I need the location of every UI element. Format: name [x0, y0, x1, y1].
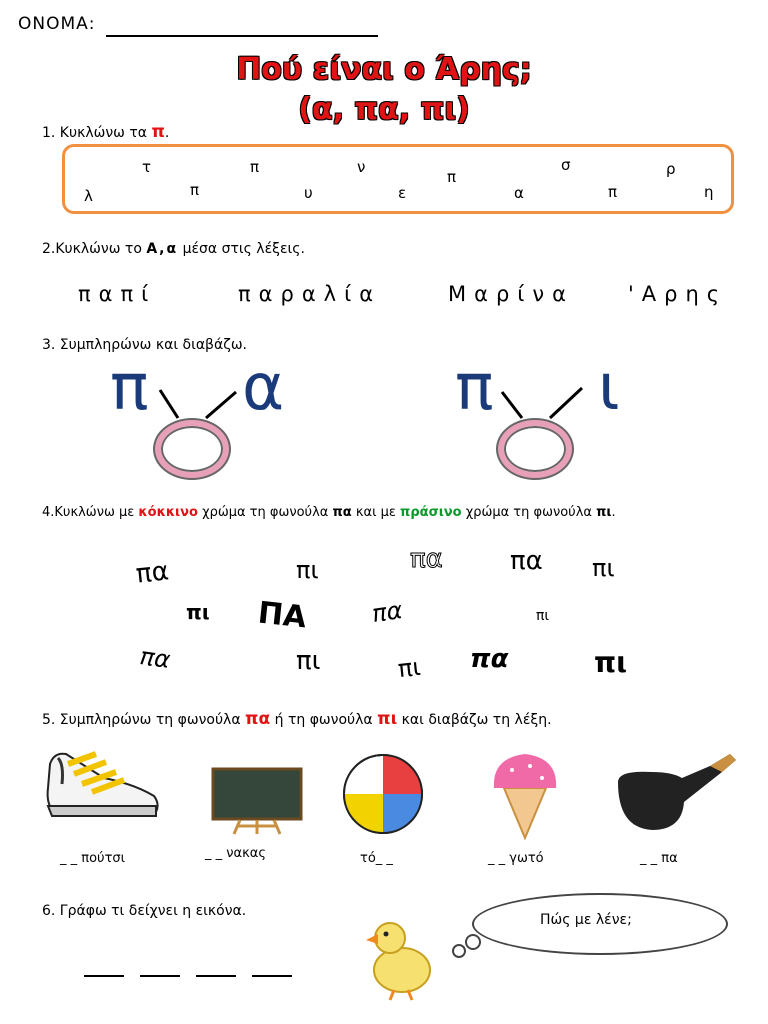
- syllable[interactable]: πι: [594, 646, 628, 679]
- caption: _ _ γωτό: [488, 851, 544, 866]
- letter[interactable]: σ: [561, 156, 571, 174]
- blackboard-icon: [210, 766, 304, 836]
- syllable[interactable]: πα: [138, 642, 173, 674]
- syllable[interactable]: πι: [396, 652, 422, 684]
- caption: _ _ πα: [640, 851, 678, 866]
- ex1-instruction: 1. Κυκλώνω τα π.: [42, 122, 170, 142]
- letter[interactable]: π: [447, 168, 457, 186]
- syllable[interactable]: πα: [410, 544, 443, 574]
- syllable[interactable]: πι: [186, 600, 210, 624]
- word-papi[interactable]: παπί: [78, 282, 157, 306]
- big-letter-alpha: α: [242, 351, 285, 425]
- word-marina[interactable]: Μαρίνα: [448, 282, 574, 306]
- letter[interactable]: ε: [398, 184, 407, 202]
- letter[interactable]: υ: [304, 184, 313, 202]
- syllable[interactable]: ΠΑ: [256, 595, 309, 636]
- ex2-instruction: 2.Κυκλώνω το Α,α μέσα στις λέξεις.: [42, 241, 305, 257]
- letter[interactable]: ρ: [666, 160, 676, 178]
- thought-dot: [465, 934, 481, 950]
- letter[interactable]: π: [608, 183, 618, 201]
- letter[interactable]: π: [190, 181, 200, 199]
- answer-blank[interactable]: [196, 975, 236, 977]
- word-paralia[interactable]: παραλία: [238, 282, 382, 306]
- ex5-instruction: 5. Συμπληρώνω τη φωνούλα πα ή τη φωνούλα πι και διαβάζω τη λέξη.: [42, 709, 552, 729]
- answer-blank[interactable]: [252, 975, 292, 977]
- duck-icon: [360, 914, 436, 1002]
- big-letter-pi: π: [110, 351, 149, 425]
- pipe-icon: [612, 752, 742, 834]
- answer-ring[interactable]: [498, 420, 572, 478]
- syllable[interactable]: πα: [134, 556, 171, 590]
- syllable[interactable]: πα: [510, 546, 543, 576]
- title-line2: (α, πα, πι): [298, 92, 470, 127]
- bubble-text: Πώς με λένε;: [540, 912, 632, 928]
- letter[interactable]: η: [704, 183, 714, 201]
- big-letter-iota: ι: [598, 351, 620, 425]
- caption: _ _ νακας: [205, 846, 266, 861]
- syllable[interactable]: πι: [592, 554, 615, 582]
- ex4-instruction: 4.Κυκλώνω με κόκκινο χρώμα τη φωνούλα πα και με πράσινο χρώμα τη φωνούλα πι.: [42, 505, 616, 520]
- letter[interactable]: ν: [357, 158, 366, 176]
- big-letter-pi: π: [455, 351, 494, 425]
- syllable[interactable]: πι: [536, 608, 550, 624]
- letter[interactable]: λ: [84, 187, 93, 205]
- letter[interactable]: π: [250, 158, 260, 176]
- ex1-target: π: [151, 122, 165, 142]
- word-aris[interactable]: 'Αρης: [628, 282, 728, 306]
- answer-blank[interactable]: [84, 975, 124, 977]
- thought-dot: [452, 944, 466, 958]
- sneaker-icon: [44, 744, 162, 824]
- syllable[interactable]: πα: [370, 596, 405, 628]
- syllable[interactable]: πι: [296, 646, 321, 676]
- letter[interactable]: α: [514, 184, 524, 202]
- ice-cream-icon: [490, 748, 560, 840]
- ex3-instruction: 3. Συμπληρώνω και διαβάζω.: [42, 337, 248, 353]
- connector-lines: [0, 0, 768, 500]
- syllable[interactable]: πα: [470, 644, 509, 674]
- syllable[interactable]: πι: [296, 556, 319, 584]
- ex2-target: Α,α: [146, 241, 179, 257]
- beach-ball-icon: [340, 752, 426, 836]
- caption: τό_ _: [360, 851, 393, 866]
- name-label: ΟΝΟΜΑ:: [18, 14, 96, 34]
- title-line1: Πού είναι ο Άρης;: [236, 52, 532, 87]
- caption: _ _ πούτσι: [60, 851, 126, 866]
- letter[interactable]: τ: [142, 158, 152, 176]
- answer-ring[interactable]: [155, 420, 229, 478]
- ex6-instruction: 6. Γράφω τι δείχνει η εικόνα.: [42, 903, 247, 919]
- answer-blank[interactable]: [140, 975, 180, 977]
